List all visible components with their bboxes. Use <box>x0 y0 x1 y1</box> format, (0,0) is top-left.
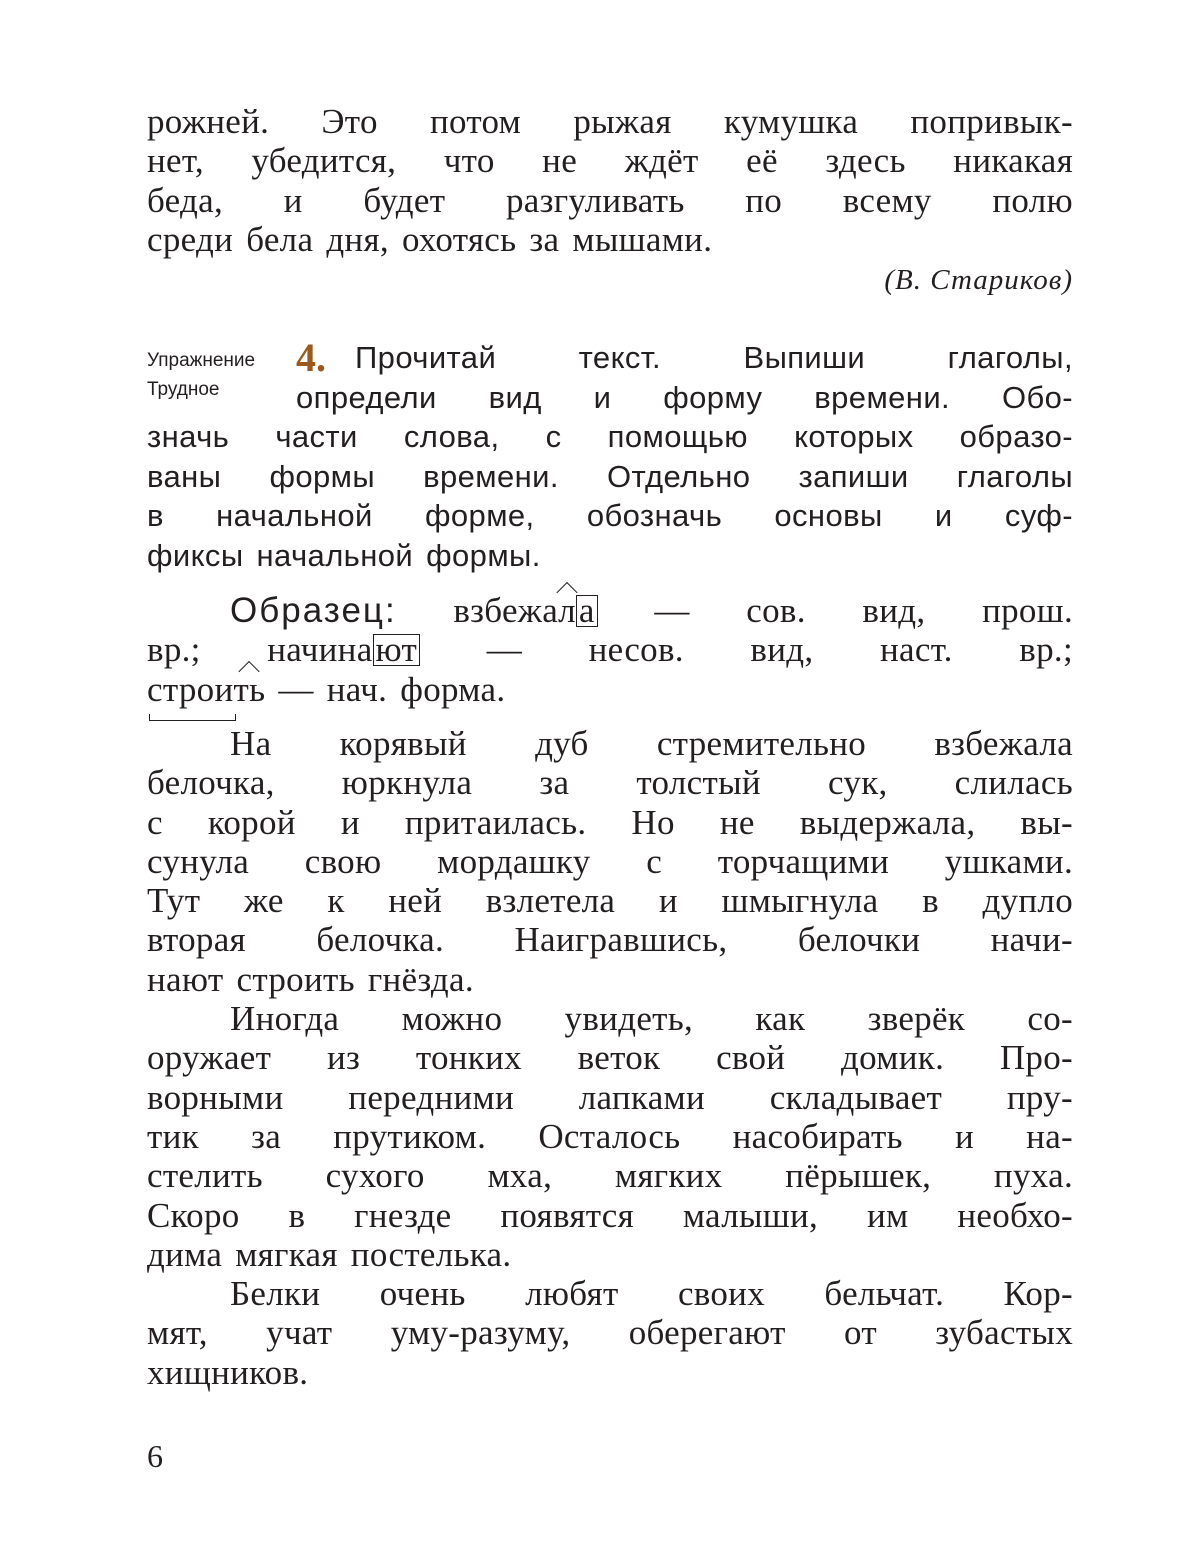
text-line: хищников. <box>147 1352 309 1392</box>
text-line: Скоро в гнезде появятся малыши, им необхо- <box>147 1195 1073 1235</box>
text-line: Прочитай текст. Выпиши глаголы, <box>355 340 1073 375</box>
page-number: 6 <box>147 1438 163 1474</box>
sample-word-2: начинают <box>267 630 420 669</box>
sample-label: Образец: <box>230 591 397 630</box>
sample-desc: — нач. форма. <box>278 669 506 709</box>
text-line: оружает из тонких веток свой домик. Про- <box>147 1038 1073 1078</box>
text-line: мят, учат уму-разуму, оберегают от зубастых <box>147 1313 1073 1353</box>
text-line: беда, и будет разгуливать по всему полю <box>147 180 1073 220</box>
ending-mark: а <box>576 595 598 627</box>
text-line: определи вид и форму времени. Обо- <box>296 379 1073 415</box>
sample-desc: — сов. вид, прош. <box>654 591 1073 630</box>
text-line: вторая белочка. Наигравшись, белочки начи- <box>147 920 1073 960</box>
text-line: рожней. Это потом рыжая кумушка попривык- <box>147 102 1073 141</box>
exercise-number: 4. <box>296 335 326 380</box>
text-line: Белки очень любят своих бельчат. Кор- <box>230 1274 1073 1314</box>
text-line: стелить сухого мха, мягких пёрышек, пуха. <box>147 1156 1073 1196</box>
text-line: нают строить гнёзда. <box>147 959 474 999</box>
text-line: ваны формы времени. Отдельно запиши глаголы <box>147 458 1073 494</box>
text-line: фиксы начальной формы. <box>147 537 541 573</box>
author-attribution: (В. Стариков) <box>884 264 1073 296</box>
text-line: сунула свою мордашку с торчащими ушками. <box>147 841 1073 881</box>
suffix-mark: л <box>558 591 576 630</box>
text-line: тик за прутиком. Осталось насобирать и на- <box>147 1116 1073 1156</box>
text-line: дима мягкая постелька. <box>147 1234 512 1274</box>
sample-word-1: взбежала <box>453 591 597 630</box>
exercise-difficulty: Трудное <box>147 379 220 400</box>
text-line: Тут же к ней взлетела и шмыгнула в дупло <box>147 881 1073 921</box>
text-line: в начальной форме, обозначь основы и суф- <box>147 498 1073 533</box>
sample-line <box>147 630 1073 669</box>
story-text <box>147 724 1073 1392</box>
exercise-instructions <box>147 338 1073 575</box>
text-line: На корявый дуб стремительно взбежала <box>230 724 1073 763</box>
suffix-mark: ть <box>233 669 266 709</box>
sample-block <box>147 591 1073 709</box>
text-line: среди бела дня, охотясь за мышами. <box>147 219 713 259</box>
ending-mark: ют <box>373 634 421 666</box>
intro-paragraph <box>147 102 1073 259</box>
sample-line <box>147 591 1073 630</box>
sample-line <box>147 670 1073 709</box>
text-line: значь части слова, с помощью которых образо- <box>147 419 1073 454</box>
text-line: нет, убедится, что не ждёт её здесь никакая <box>147 141 1073 181</box>
sample-desc: — несов. вид, наст. вр.; <box>486 630 1073 670</box>
exercise-label: Упражнение <box>147 350 256 371</box>
text-line: белочка, юркнула за толстый сук, слилась <box>147 763 1073 803</box>
sample-desc: вр.; <box>147 630 201 670</box>
text-line: Иногда можно увидеть, как зверёк со- <box>230 999 1073 1039</box>
text-line: ворными передними лапками складывает пру- <box>147 1077 1073 1117</box>
text-line: с корой и притаилась. Но не выдержала, вы- <box>147 802 1073 842</box>
sample-word-3: строи <box>147 669 234 709</box>
